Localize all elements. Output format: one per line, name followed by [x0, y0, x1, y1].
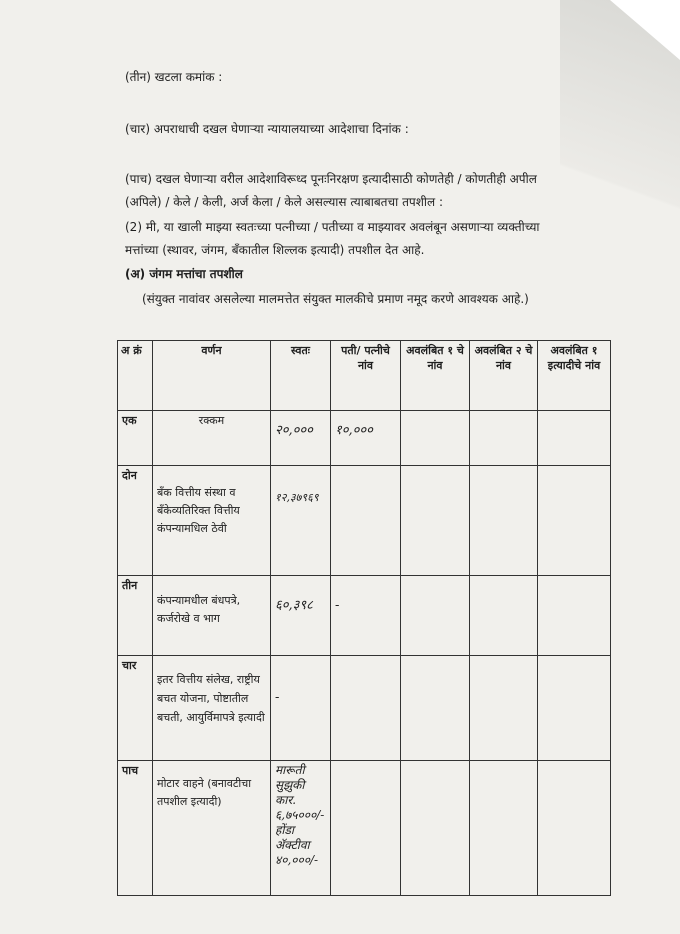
row-number: तीन: [118, 576, 153, 656]
table-header-row: [118, 341, 611, 411]
row-spouse-value: -: [331, 576, 401, 656]
row-self-value: -: [271, 656, 331, 761]
col-header-dependent-etc: अवलंबित १ इत्यादीचे नांव: [538, 341, 611, 411]
row-self-value: २०,०००: [271, 411, 331, 466]
row-dependent-2: [470, 466, 538, 576]
row-description: मोटार वाहने (बनावटीचा तपशील इत्यादी): [153, 761, 271, 896]
row-spouse-value: [331, 466, 401, 576]
row-dependent-2: [470, 656, 538, 761]
row-dependent-2: [470, 411, 538, 466]
row-dependent-1: [401, 576, 470, 656]
row-number: चार: [118, 656, 153, 761]
item-char: (चार) अपराधाची दखल घेणाऱ्या न्यायालयाच्या आदेशाचा दिनांक :: [125, 122, 409, 136]
row-description: रक्कम: [153, 411, 271, 466]
row-self-value: मारूती सुझुकी कार. ६,७५०००/- होंडा ॲक्टीवा ४०,०००/-: [271, 761, 331, 896]
table-row: [118, 466, 611, 576]
row-dependent-1: [401, 656, 470, 761]
row-spouse-value: [331, 761, 401, 896]
row-dependent-1: [401, 761, 470, 896]
joint-ownership-note: (संयुक्त नावांवर असलेल्या मालमत्तेत संयुक्त मालकीचे प्रमाण नमूद करणे आवश्यक आहे.): [142, 292, 529, 306]
section-a-heading: (अ) जंगम मत्तांचा तपशील: [125, 267, 243, 281]
col-header-dependent-1: अवलंबित १ चे नांव: [401, 341, 470, 411]
row-self-value: १२,३७९६९: [271, 466, 331, 576]
col-header-spouse: पती/ पत्नीचे नांव: [331, 341, 401, 411]
col-header-self: स्वतः: [271, 341, 331, 411]
row-description: इतर वित्तीय संलेख, राष्ट्रीय बचत योजना, पोष्टातील बचती, आयुर्विमापत्रे इत्यादी: [153, 656, 271, 761]
table-row: [118, 761, 611, 896]
col-header-dependent-2: अवलंबित २ चे नांव: [470, 341, 538, 411]
row-description: कंपन्यामधील बंधपत्रे, कर्जरोखे व भाग: [153, 576, 271, 656]
section-2-line2: मत्तांच्या (स्थावर, जंगम, बँकातील शिल्लक इत्यादी) तपशील देत आहे.: [125, 243, 425, 257]
row-dependent-2: [470, 576, 538, 656]
row-dependent-2: [470, 761, 538, 896]
row-number: दोन: [118, 466, 153, 576]
row-dependent-etc: [538, 411, 611, 466]
row-self-value: ६०,३९८: [271, 576, 331, 656]
row-dependent-etc: [538, 466, 611, 576]
section-2-line1: (2) मी, या खाली माझ्या स्वतःच्या पत्नीच्या / पतीच्या व माझ्यावर अवलंबून असणाऱ्या व्यक्तीच्या: [125, 220, 540, 234]
row-number: पाच: [118, 761, 153, 896]
row-description: बँक वित्तीय संस्था व बँकेव्यतिरिक्त वित्तीय कंपन्यामधिल ठेवी: [153, 466, 271, 576]
item-teen: (तीन) खटला कमांक :: [125, 70, 223, 84]
folded-corner: [610, 0, 680, 60]
row-dependent-etc: [538, 761, 611, 896]
row-spouse-value: [331, 656, 401, 761]
col-header-description: वर्णन: [153, 341, 271, 411]
row-dependent-1: [401, 411, 470, 466]
row-dependent-1: [401, 466, 470, 576]
row-spouse-value: १०,०००: [331, 411, 401, 466]
row-dependent-etc: [538, 576, 611, 656]
row-number: एक: [118, 411, 153, 466]
movable-assets-table: [117, 340, 611, 896]
table-row: [118, 576, 611, 656]
item-pach-1: (पाच) दखल घेणाऱ्या वरील आदेशाविरूध्द पूनःनिरक्षण इत्यादीसाठी कोणतेही / कोणतीही अपील: [125, 172, 537, 186]
col-header-no: अ क्रं: [118, 341, 153, 411]
item-pach-2: (अपिले) / केले / केली, अर्ज केला / केले असल्यास त्याबाबतचा तपशील :: [125, 195, 443, 209]
table-row: [118, 656, 611, 761]
row-dependent-etc: [538, 656, 611, 761]
table-row: [118, 411, 611, 466]
